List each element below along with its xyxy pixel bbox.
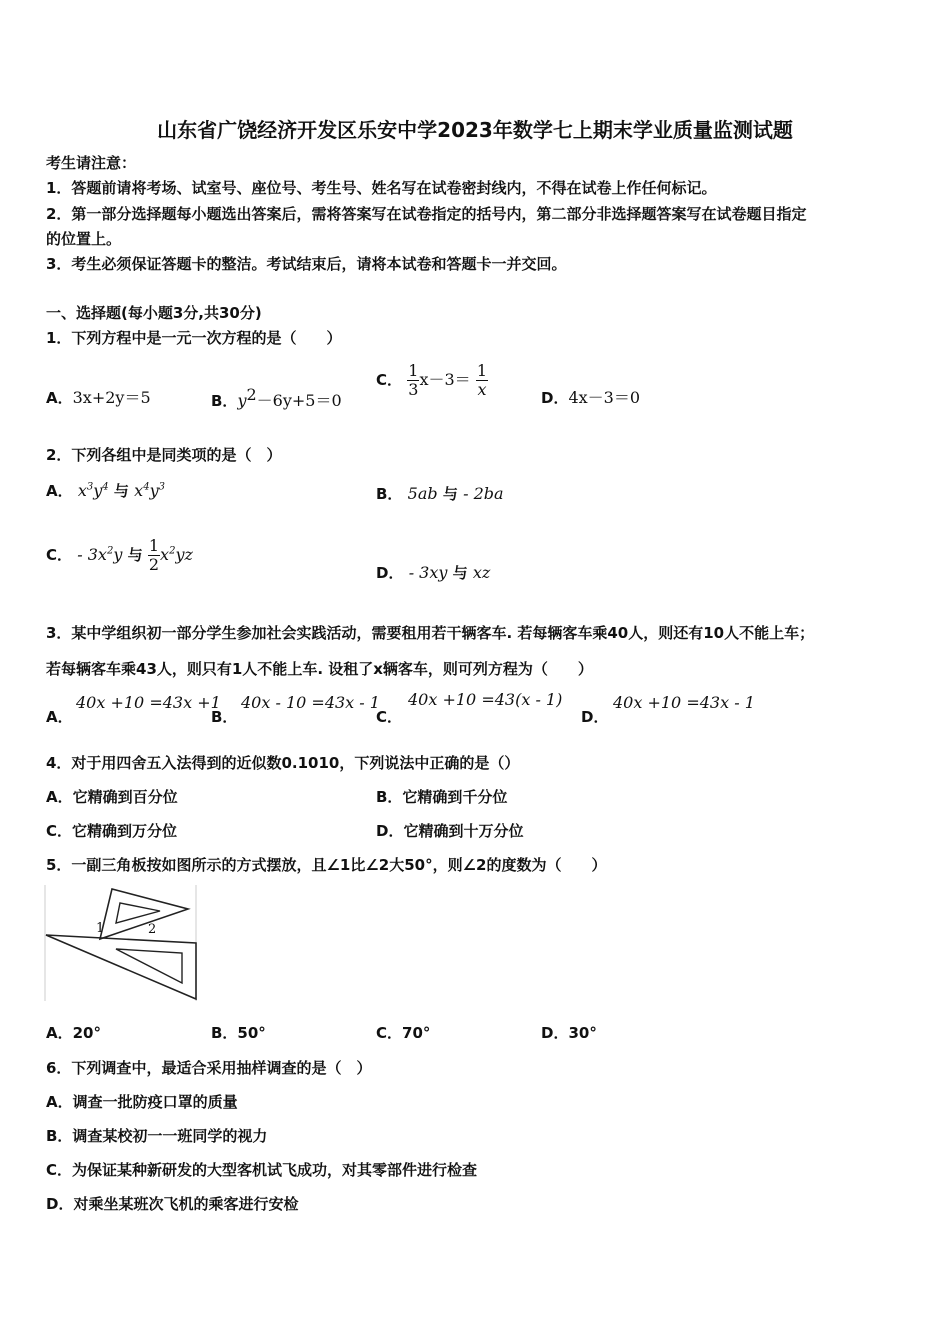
q1-option-a-label: A． bbox=[46, 389, 73, 407]
q3-option-d-label: D． bbox=[581, 708, 609, 726]
q1-option-a-text: 3x+2y＝5 bbox=[72, 388, 151, 407]
q3-option-a-label: A． bbox=[46, 708, 73, 726]
q2-option-b-label: B． bbox=[376, 485, 403, 503]
notice-item-2-cont: 的位置上。 bbox=[46, 230, 122, 248]
q2-b-right: - 2ba bbox=[463, 484, 504, 503]
q3-option-b-label: B． bbox=[211, 708, 238, 726]
q1-option-d-text: 4x－3＝0 bbox=[568, 388, 641, 407]
q6-option-c: C．为保证某种新研发的大型客机试飞成功，对其零部件进行检查 bbox=[46, 1161, 478, 1179]
q1-option-b: B．$y^2-6y+5=0$ bbox=[211, 385, 342, 410]
q4-option-a: A．它精确到百分位 bbox=[46, 788, 178, 806]
q2-d-left: - 3xy bbox=[408, 563, 448, 582]
page-title: 山东省广饶经济开发区乐安中学2023年数学七上期末学业质量监测试题 bbox=[157, 118, 793, 142]
q1-option-a bbox=[46, 385, 151, 408]
triangle-set-figure bbox=[44, 885, 200, 1003]
q6-option-b: B．调查某校初一一班同学的视力 bbox=[46, 1127, 268, 1145]
q2-option-d bbox=[376, 562, 490, 583]
q2-option-a: A． $x^3y^4$ 与 $x^4y^3$ bbox=[46, 481, 165, 500]
q2-c-connector: 与 bbox=[127, 546, 143, 564]
q3-option-c: 40x +10 =43(x - 1) bbox=[408, 690, 563, 709]
q5-option-d: D．30° bbox=[541, 1024, 597, 1042]
q1-option-c: C． $\frac{1}{3}$ x－3＝ $\frac{1}{x}$ bbox=[376, 361, 488, 399]
question-1-stem: 1．下列方程中是一元一次方程的是（ ） bbox=[46, 329, 342, 347]
q2-b-connector: 与 bbox=[442, 485, 458, 503]
q2-option-b bbox=[376, 483, 504, 504]
question-2-stem: 2．下列各组中是同类项的是（ ） bbox=[46, 446, 282, 464]
q4-option-b: B．它精确到千分位 bbox=[376, 788, 508, 806]
angle-2-label: 2 bbox=[148, 922, 157, 937]
q2-option-d-label: D． bbox=[376, 564, 404, 582]
q2-option-c-label: C． bbox=[46, 546, 73, 564]
q4-option-c: C．它精确到万分位 bbox=[46, 822, 178, 840]
q3-option-a: 40x +10 =43x +1 bbox=[76, 693, 221, 712]
q2-option-a-label: A． bbox=[46, 482, 73, 500]
q5-option-c: C．70° bbox=[376, 1024, 431, 1042]
q3-option-c-label: C． bbox=[376, 708, 403, 726]
q2-d-connector: 与 bbox=[452, 564, 468, 582]
q3-option-b: 40x - 10 =43x - 1 bbox=[241, 693, 380, 712]
q5-option-a: A．20° bbox=[46, 1024, 101, 1042]
q2-b-left: 5ab bbox=[407, 484, 438, 503]
q4-option-d: D．它精确到十万分位 bbox=[376, 822, 524, 840]
notice-item-2: 2．第一部分选择题每小题选出答案后，需将答案写在试卷指定的括号内，第二部分非选择题答案写在试卷题目指定 bbox=[46, 205, 807, 223]
question-4-stem: 4．对于用四舍五入法得到的近似数0.1010，下列说法中正确的是（） bbox=[46, 754, 520, 772]
question-3-stem-line1: 3．某中学组织初一部分学生参加社会实践活动，需要租用若干辆客车. 若每辆客车乘40人，则还有10人不能上车； bbox=[46, 624, 815, 642]
question-5-stem: 5．一副三角板按如图所示的方式摆放，且∠1比∠2大50°，则∠2的度数为（ ） bbox=[46, 856, 607, 874]
q1-option-b-text: －6y+5＝0 bbox=[256, 391, 342, 410]
q1-option-c-label: C． bbox=[376, 371, 403, 389]
q2-d-right: xz bbox=[472, 563, 491, 582]
q6-option-d: D．对乘坐某班次飞机的乘客进行安检 bbox=[46, 1195, 299, 1213]
notice-item-3: 3．考生必须保证答题卡的整洁。考试结束后，请将本试卷和答题卡一并交回。 bbox=[46, 255, 567, 273]
notice-heading: 考生请注意： bbox=[46, 154, 137, 172]
q6-option-a: A．调查一批防疫口罩的质量 bbox=[46, 1093, 238, 1111]
q2-option-c: C． - $3x^2y$ 与 $\frac{1}{2}$ $x^2yz$ bbox=[46, 536, 193, 574]
question-6-stem: 6．下列调查中，最适合采用抽样调查的是（ ） bbox=[46, 1059, 372, 1077]
q2-a-connector: 与 bbox=[113, 482, 129, 500]
angle-1-label: 1 bbox=[96, 921, 105, 936]
q1-option-d-label: D． bbox=[541, 389, 569, 407]
section-heading: 一、选择题(每小题3分,共30分) bbox=[46, 304, 262, 322]
question-3-stem-line2: 若每辆客车乘43人，则只有1人不能上车. 设租了x辆客车，则可列方程为（ ） bbox=[46, 660, 593, 678]
q1-option-c-text: x－3＝ bbox=[419, 370, 471, 389]
q1-option-d bbox=[541, 385, 640, 408]
notice-item-1: 1．答题前请将考场、试室号、座位号、考生号、姓名写在试卷密封线内，不得在试卷上作任何标记。 bbox=[46, 179, 717, 197]
q3-option-d: 40x +10 =43x - 1 bbox=[613, 693, 755, 712]
q5-option-b: B．50° bbox=[211, 1024, 266, 1042]
q1-option-b-label: B． bbox=[211, 392, 238, 410]
